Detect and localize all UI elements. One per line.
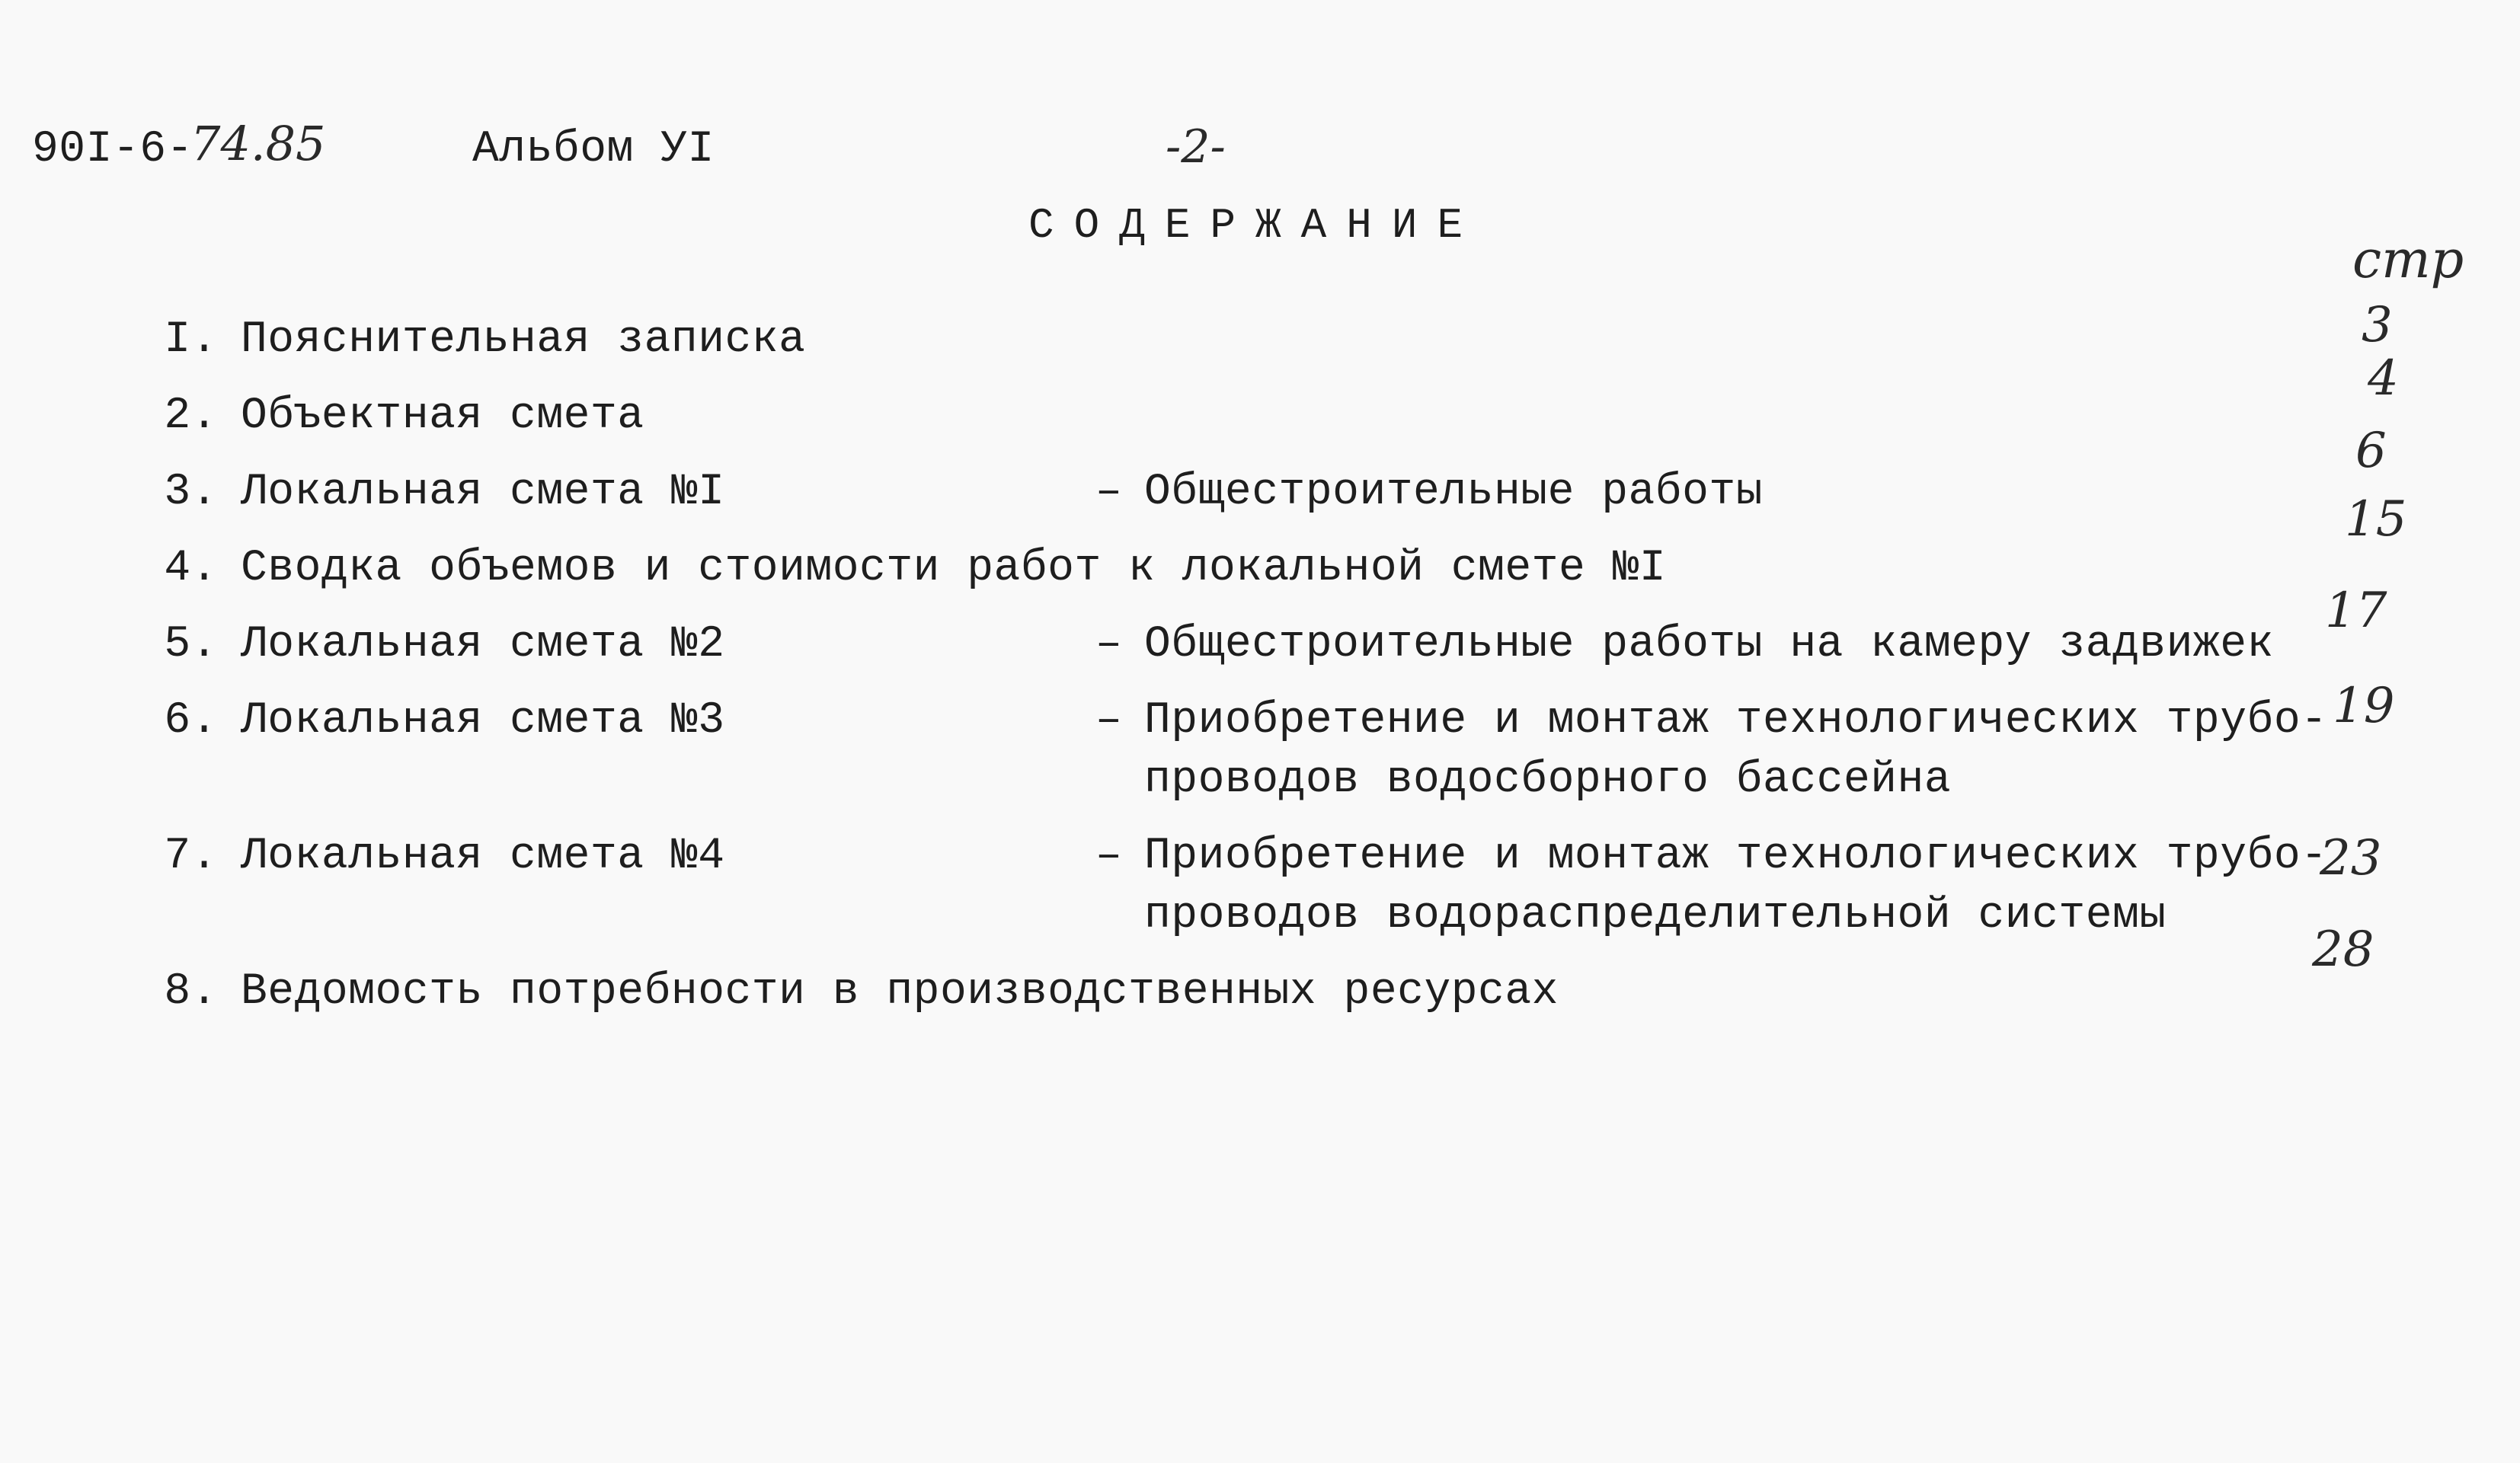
entry-2-label: Объектная смета — [241, 391, 644, 441]
entry-7-description-line-1: Приобретение и монтаж технологических трубо- — [1144, 832, 2328, 881]
entry-1-label: Пояснительная записка — [241, 315, 806, 365]
entry-5-description: Общестроительные работы на камеру задвижек — [1144, 620, 2274, 669]
entry-4-label: Сводка объемов и стоимости работ к локальной смете №I — [241, 544, 1667, 593]
page-ref-4: 15 — [2345, 491, 2407, 548]
entry-6-description-line-2: проводов водосборного бассейна — [1144, 755, 1952, 805]
album-label: Альбом УI — [472, 125, 715, 174]
page-ref-5: 17 — [2325, 583, 2387, 639]
entry-5-dash: – — [1095, 620, 1123, 669]
page-ref-3: 6 — [2355, 423, 2387, 479]
page-ref-6: 19 — [2333, 678, 2395, 734]
entry-6-number: 6. — [164, 696, 218, 746]
entry-8-label: Ведомость потребности в производственных ресурсах — [241, 967, 1559, 1017]
entry-3-number: 3. — [164, 468, 218, 517]
entry-3-dash: – — [1095, 468, 1123, 517]
entry-2-number: 2. — [164, 391, 218, 441]
entry-5-label: Локальная смета №2 — [241, 620, 725, 669]
entry-1-number: I. — [164, 315, 218, 365]
entry-7-label: Локальная смета №4 — [241, 832, 725, 881]
entry-8-number: 8. — [164, 967, 218, 1017]
page-column-header: стр — [2352, 230, 2464, 290]
page-ref-8: 28 — [2312, 922, 2374, 978]
page-ref-1: 3 — [2362, 297, 2393, 353]
page-title: СОДЕРЖАНИЕ — [1028, 201, 1483, 250]
entry-5-number: 5. — [164, 620, 218, 669]
entry-4-number: 4. — [164, 544, 218, 593]
entry-6-label: Локальная смета №3 — [241, 696, 725, 746]
entry-3-description: Общестроительные работы — [1144, 468, 1764, 517]
entry-3-label: Локальная смета №I — [241, 468, 725, 517]
page-number: -2- — [1166, 120, 1226, 174]
entry-6-dash: – — [1095, 696, 1123, 746]
doc-code-prefix: 90I-6- — [32, 125, 193, 174]
entry-7-description-line-2: проводов водораспределительной системы — [1144, 891, 2167, 941]
page-ref-2: 4 — [2368, 350, 2399, 407]
entry-7-number: 7. — [164, 832, 218, 881]
doc-code-handwritten: 74.85 — [190, 116, 326, 171]
entry-6-description-line-1: Приобретение и монтаж технологических трубо- — [1144, 696, 2328, 746]
entry-7-dash: – — [1095, 832, 1123, 881]
page-ref-7: 23 — [2320, 830, 2382, 886]
